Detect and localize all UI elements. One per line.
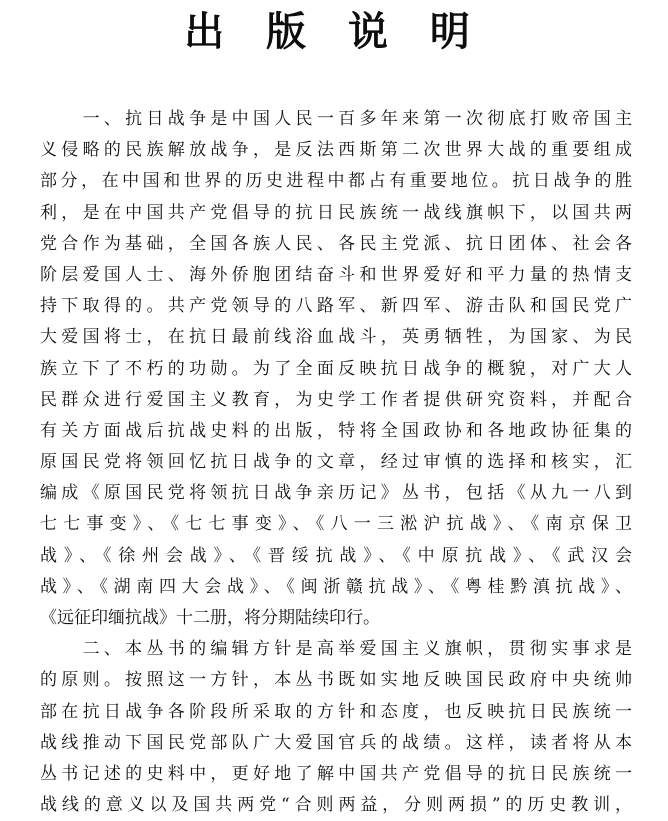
text-line: 丛书记述的史料中，更好地了解中国共产党倡导的抗日民族统一 [40,763,632,784]
text-line: 战》、《徐州会战》、《晋绥抗战》、《中原抗战》、《武汉会 [40,545,632,566]
text-line: 义侵略的民族解放战争，是反法西斯第二次世界大战的重要组成 [40,140,632,161]
text-line: 阶层爱国人士、海外侨胞团结奋斗和世界爱好和平力量的热情支 [40,264,632,285]
text-line: 战线推动下国民党部队广大爱国官兵的战绩。这样，读者将从本 [40,732,632,753]
text-line: 部在抗日战争各阶段所采取的方针和态度，也反映抗日民族统一 [40,701,632,722]
text-line: 有关方面战后抗战史料的出版，特将全国政协和各地政协征集的 [40,420,632,441]
text-line: 持下取得的。共产党领导的八路军、新四军、游击队和国民党广 [40,296,632,317]
text-line: 战》、《湖南四大会战》、《闽浙赣抗战》、《粤桂黔滇抗战》、 [40,576,632,597]
body-text [40,104,632,821]
text-line: 《远征印缅抗战》十二册，将分期陆续印行。 [40,608,380,628]
text-line: 党合作为基础，全国各族人民、各民主党派、抗日团体、社会各 [40,233,632,254]
text-line: 一、抗日战争是中国人民一百多年来第一次彻底打败帝国主 [40,109,632,129]
text-line: 的原则。按照这一方针，本丛书既如实地反映国民政府中央统帅 [40,670,632,691]
text-line: 战线的意义以及国共两党“合则两益，分则两损”的历史教训， [40,795,632,816]
page-title: 出 版 说 明 [184,9,484,55]
text-line: 编成《原国民党将领抗日战争亲历记》丛书，包括《从九一八到 [40,483,632,504]
text-line: 部分，在中国和世界的历史进程中都占有重要地位。抗日战争的胜 [40,171,632,192]
text-line: 民群众进行爱国主义教育，为史学工作者提供研究资料，并配合 [40,389,632,410]
text-line: 七七事变》、《七七事变》、《八一三淞沪抗战》、《南京保卫 [40,514,632,535]
text-line: 利，是在中国共产党倡导的抗日民族统一战线旗帜下，以国共两 [40,202,632,223]
text-line: 族立下了不朽的功勋。为了全面反映抗日战争的概貌，对广大人 [40,358,632,379]
text-line: 二、本丛书的编辑方针是高举爱国主义旗帜，贯彻实事求是 [40,639,632,660]
text-line: 大爱国将士，在抗日最前线浴血战斗，英勇牺牲，为国家、为民 [40,327,632,348]
text-line: 原国民党将领回忆抗日战争的文章，经过审慎的选择和核实，汇 [40,452,632,473]
